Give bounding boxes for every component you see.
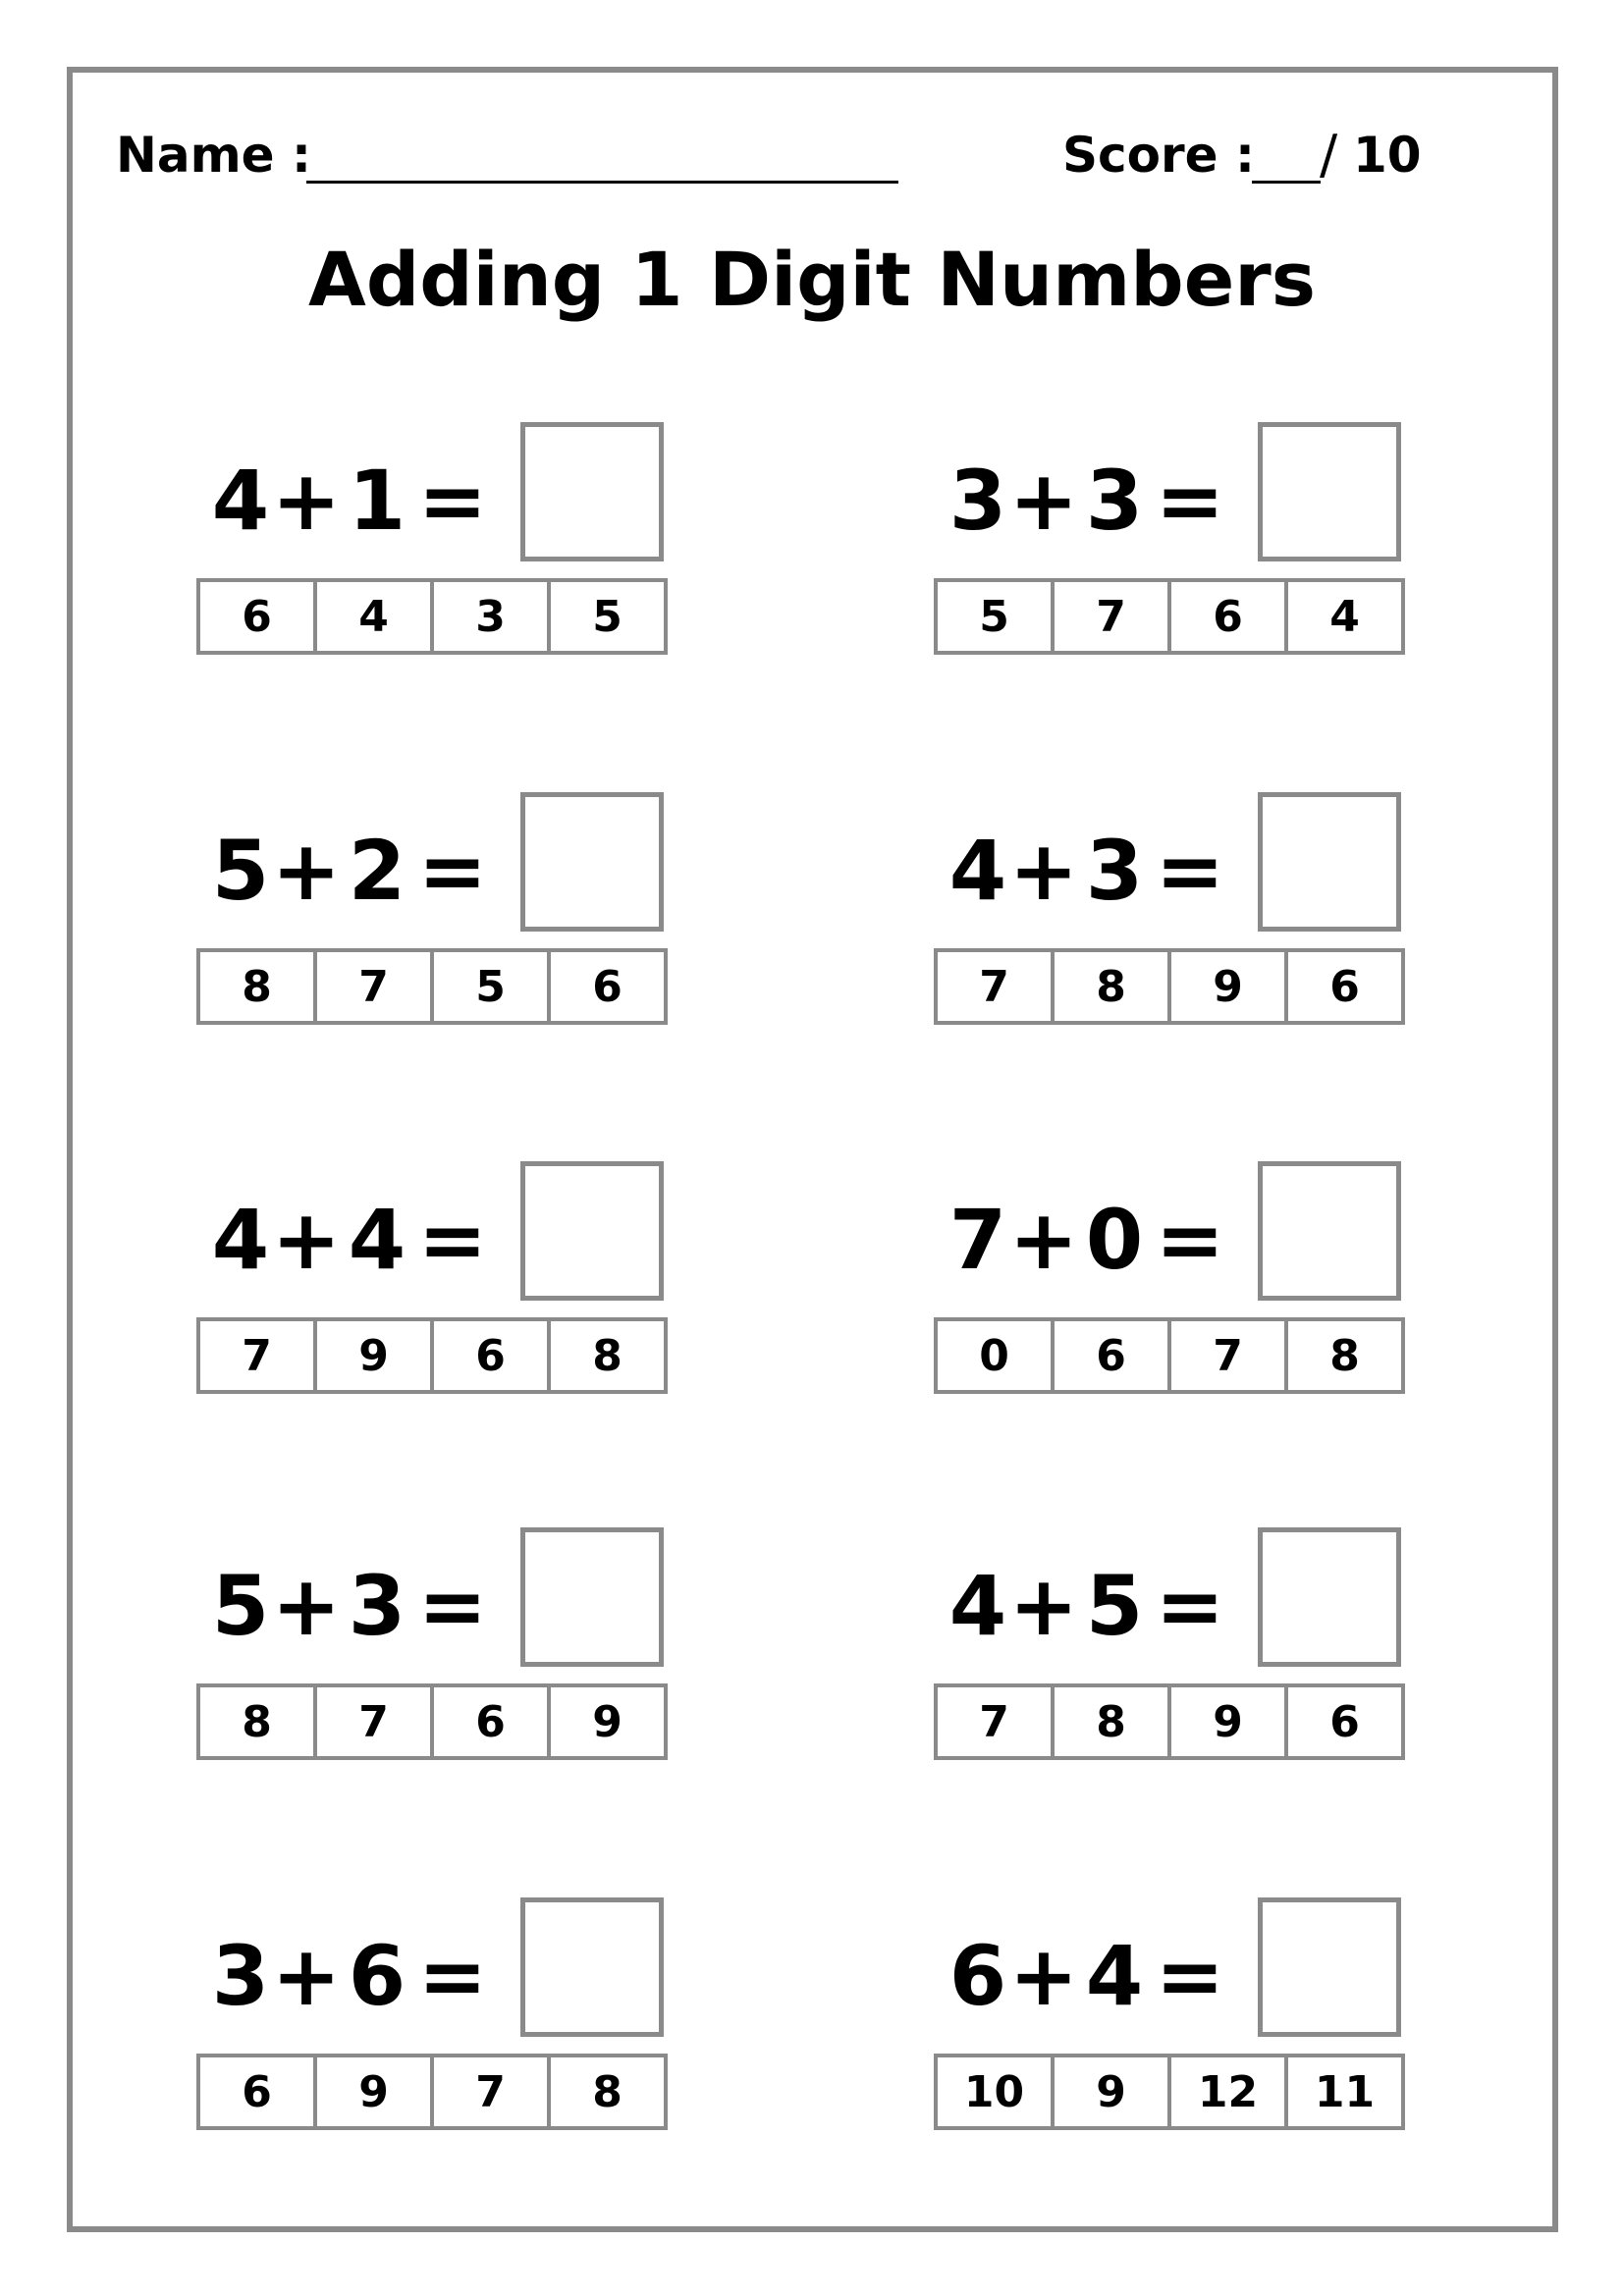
answer-box[interactable] [1258,1161,1401,1301]
answer-box[interactable] [520,422,664,561]
problem-7 [196,1527,668,1763]
equals-sign: = [417,453,488,549]
plus-sign: + [271,823,342,919]
plus-sign: + [271,1192,342,1288]
choice-row [934,2054,1405,2130]
equation [948,1927,1231,2025]
choice-option[interactable]: 8 [592,1330,623,1381]
addend-b: 3 [348,1558,406,1654]
choice-option[interactable]: 6 [200,2057,317,2126]
equals-sign: = [417,1928,488,2024]
choice-row [196,1317,668,1394]
choice-option[interactable]: 9 [592,1696,623,1747]
choice-option[interactable]: 5 [938,582,1055,651]
choice-option[interactable]: 9 [1171,1687,1288,1756]
equation [211,822,494,920]
plus-sign: + [1008,1558,1079,1654]
equals-sign: = [1155,1192,1225,1288]
score-field[interactable] [1252,181,1321,184]
choice-option[interactable]: 0 [938,1321,1055,1390]
addend-a: 3 [211,1928,270,2024]
choice-row [196,1683,668,1760]
choice-option[interactable]: 9 [317,1321,434,1390]
choice-option[interactable]: 6 [434,1321,551,1390]
addend-a: 5 [211,1558,270,1654]
score-slash: / [1320,124,1338,186]
equation [211,1191,494,1289]
addend-a: 6 [948,1928,1007,2024]
choice-option[interactable]: 7 [200,1321,317,1390]
score-max: 10 [1353,127,1422,184]
choice-option[interactable]: 11 [1314,2066,1376,2117]
choice-option[interactable]: 8 [200,952,317,1021]
problem-10 [934,1897,1405,2133]
plus-sign: + [271,1558,342,1654]
equals-sign: = [1155,1558,1225,1654]
addend-b: 0 [1085,1192,1144,1288]
equation [948,1191,1231,1289]
choice-option[interactable]: 6 [434,1687,551,1756]
choice-option[interactable]: 4 [317,582,434,651]
addend-b: 3 [1085,823,1144,919]
choice-option[interactable]: 8 [592,2066,623,2117]
plus-sign: + [271,1928,342,2024]
addend-b: 2 [348,823,406,919]
choice-option[interactable]: 3 [434,582,551,651]
choice-row [934,578,1405,655]
addend-b: 6 [348,1928,406,2024]
answer-box[interactable] [1258,1897,1401,2037]
addend-a: 4 [211,1192,270,1288]
equals-sign: = [1155,453,1225,549]
name-field[interactable] [306,181,898,184]
page-title: Adding 1 Digit Numbers [308,236,1316,323]
addend-b: 4 [348,1192,406,1288]
equals-sign: = [417,823,488,919]
addend-a: 3 [948,453,1007,549]
equals-sign: = [1155,823,1225,919]
choice-option[interactable]: 8 [1329,1330,1360,1381]
plus-sign: + [1008,453,1079,549]
choice-option[interactable]: 6 [200,582,317,651]
choice-option[interactable]: 5 [434,952,551,1021]
choice-option[interactable]: 7 [434,2057,551,2126]
addend-b: 1 [348,453,406,549]
choice-option[interactable]: 7 [1171,1321,1288,1390]
choice-row [196,2054,668,2130]
choice-option[interactable]: 8 [200,1687,317,1756]
equation [948,452,1231,550]
plus-sign: + [1008,1192,1079,1288]
choice-option[interactable]: 10 [938,2057,1055,2126]
problem-9 [196,1897,668,2133]
choice-option[interactable]: 6 [1329,961,1360,1012]
plus-sign: + [271,453,342,549]
choice-option[interactable]: 6 [1055,1321,1171,1390]
choice-option[interactable]: 8 [1055,1687,1171,1756]
choice-option[interactable]: 7 [317,952,434,1021]
score-label: Score : [1062,127,1255,184]
problem-5 [196,1161,668,1397]
addend-a: 7 [948,1192,1007,1288]
addend-a: 4 [948,823,1007,919]
answer-box[interactable] [520,1527,664,1667]
choice-option[interactable]: 6 [592,961,623,1012]
choice-option[interactable]: 4 [1329,591,1360,642]
choice-option[interactable]: 7 [938,1687,1055,1756]
equation [211,1557,494,1655]
problem-1 [196,422,668,658]
problem-6 [934,1161,1405,1397]
answer-box[interactable] [1258,1527,1401,1667]
answer-box[interactable] [520,1897,664,2037]
answer-box[interactable] [1258,792,1401,932]
choice-row [196,578,668,655]
choice-row [196,948,668,1025]
addend-b: 4 [1085,1928,1144,2024]
name-label: Name : [116,127,311,184]
choice-option[interactable]: 5 [592,591,623,642]
equation [211,1927,494,2025]
addend-b: 3 [1085,453,1144,549]
choice-option[interactable]: 12 [1171,2057,1288,2126]
choice-row [934,1317,1405,1394]
choice-option[interactable]: 7 [1055,582,1171,651]
plus-sign: + [1008,1928,1079,2024]
choice-option[interactable]: 6 [1329,1696,1360,1747]
choice-option[interactable]: 9 [317,2057,434,2126]
choice-option[interactable]: 7 [317,1687,434,1756]
answer-box[interactable] [520,792,664,932]
choice-option[interactable]: 7 [938,952,1055,1021]
choice-row [934,1683,1405,1760]
equals-sign: = [1155,1928,1225,2024]
addend-a: 4 [948,1558,1007,1654]
equation [948,1557,1231,1655]
problem-8 [934,1527,1405,1763]
equals-sign: = [417,1192,488,1288]
plus-sign: + [1008,823,1079,919]
equation [211,452,494,550]
problem-4 [934,792,1405,1028]
addend-b: 5 [1085,1558,1144,1654]
answer-box[interactable] [1258,422,1401,561]
problem-2 [934,422,1405,658]
choice-option[interactable]: 9 [1171,952,1288,1021]
choice-option[interactable]: 6 [1171,582,1288,651]
problem-3 [196,792,668,1028]
choice-option[interactable]: 9 [1055,2057,1171,2126]
equation [948,822,1231,920]
choice-row [934,948,1405,1025]
addend-a: 4 [211,453,270,549]
choice-option[interactable]: 8 [1055,952,1171,1021]
equals-sign: = [417,1558,488,1654]
addend-a: 5 [211,823,270,919]
answer-box[interactable] [520,1161,664,1301]
